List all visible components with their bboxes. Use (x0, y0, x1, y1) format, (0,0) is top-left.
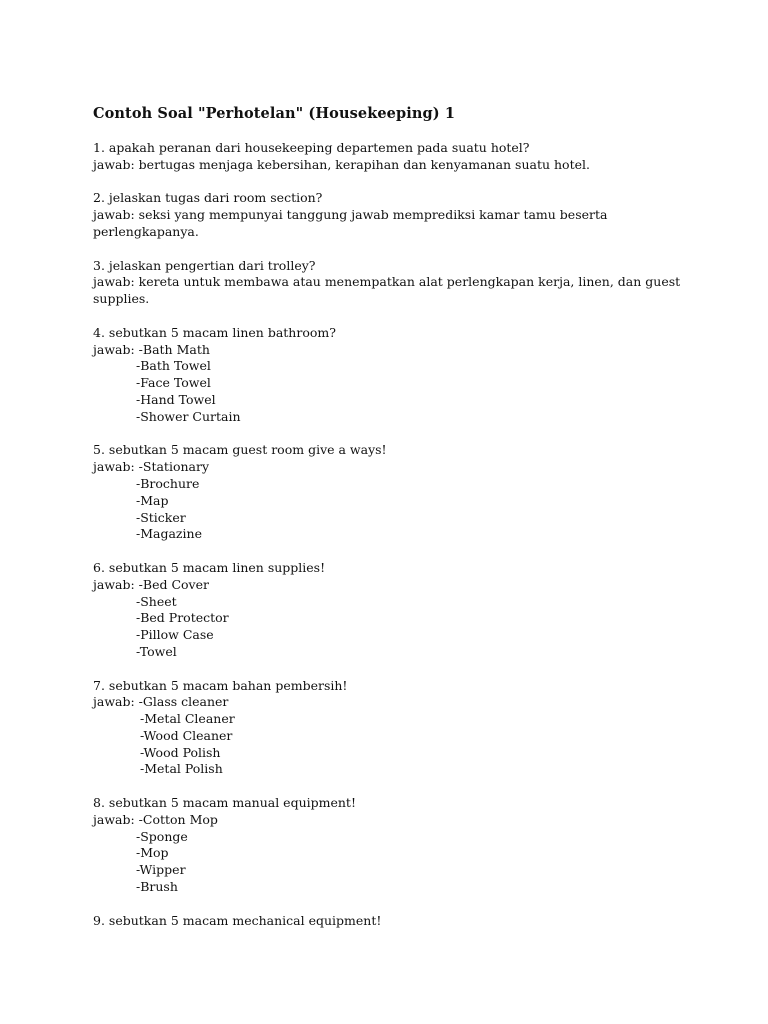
answer-8-item: -Mop (136, 845, 169, 861)
question-1: 1. apakah peranan dari housekeeping departemen pada suatu hotel? (93, 140, 530, 155)
answer-8-item: -Wipper (136, 862, 186, 878)
qa-block-5 (93, 442, 693, 543)
answer-4-item: -Bath Towel (136, 358, 211, 374)
answer-3-line-1: jawab: kereta untuk membawa atau menempatkan alat perlengkapan kerja, linen, dan guest (93, 274, 681, 290)
document-body (93, 140, 693, 946)
answer-7-item: -Wood Cleaner (140, 727, 233, 743)
qa-block-8 (93, 795, 693, 896)
question-2: 2. jelaskan tugas dari room section? (93, 190, 323, 206)
qa-block-7 (93, 678, 693, 779)
answer-3-line-2: supplies. (93, 291, 150, 307)
answer-5-item: -Magazine (136, 526, 202, 542)
question-8: 8. sebutkan 5 macam manual equipment! (93, 795, 356, 811)
answer-1: jawab: bertugas menjaga kebersihan, kerapihan dan kenyamanan suatu hotel. (93, 156, 590, 172)
answer-7-item: -Metal Polish (140, 761, 223, 777)
answer-7-item: -Metal Cleaner (140, 711, 235, 727)
answer-8-item: -Sponge (136, 828, 188, 844)
qa-block-6 (93, 560, 693, 661)
answer-4-item: -Face Towel (136, 375, 211, 391)
answer-7-item: -Wood Polish (140, 744, 221, 760)
answer-4-first: jawab: -Bath Math (93, 341, 210, 357)
document-title: Contoh Soal "Perhotelan" (Housekeeping) 1 (93, 105, 456, 122)
qa-block-1 (93, 140, 693, 174)
answer-6-first: jawab: -Bed Cover (93, 576, 209, 592)
question-7: 7. sebutkan 5 macam bahan pembersih! (93, 677, 348, 693)
answer-5-first: jawab: -Stationary (93, 459, 210, 475)
question-5: 5. sebutkan 5 macam guest room give a ways! (93, 442, 387, 458)
answer-4-item: -Hand Towel (136, 391, 216, 407)
answer-2-line-2: perlengkapanya. (93, 223, 199, 239)
answer-8-item: -Brush (136, 879, 178, 895)
answer-8-first: jawab: -Cotton Mop (93, 811, 218, 827)
answer-7-first: jawab: -Glass cleaner (93, 694, 229, 710)
qa-block-3 (93, 258, 693, 308)
qa-block-4 (93, 325, 693, 426)
question-4: 4. sebutkan 5 macam linen bathroom? (93, 324, 336, 340)
answer-6-item: -Sheet (136, 593, 177, 609)
answer-6-item: -Towel (136, 643, 177, 659)
qa-block-2 (93, 190, 693, 240)
answer-4-item: -Shower Curtain (136, 408, 241, 424)
question-3: 3. jelaskan pengertian dari trolley? (93, 257, 316, 273)
answer-2-line-1: jawab: seksi yang mempunyai tanggung jawab memprediksi kamar tamu beserta (93, 207, 608, 223)
question-9: 9. sebutkan 5 macam mechanical equipment! (93, 912, 382, 928)
answer-6-item: -Pillow Case (136, 627, 214, 643)
answer-5-item: -Sticker (136, 509, 186, 525)
question-6: 6. sebutkan 5 macam linen supplies! (93, 559, 326, 575)
answer-6-item: -Bed Protector (136, 610, 229, 626)
qa-block-9 (93, 913, 693, 930)
answer-5-item: -Brochure (136, 475, 200, 491)
answer-5-item: -Map (136, 492, 169, 508)
